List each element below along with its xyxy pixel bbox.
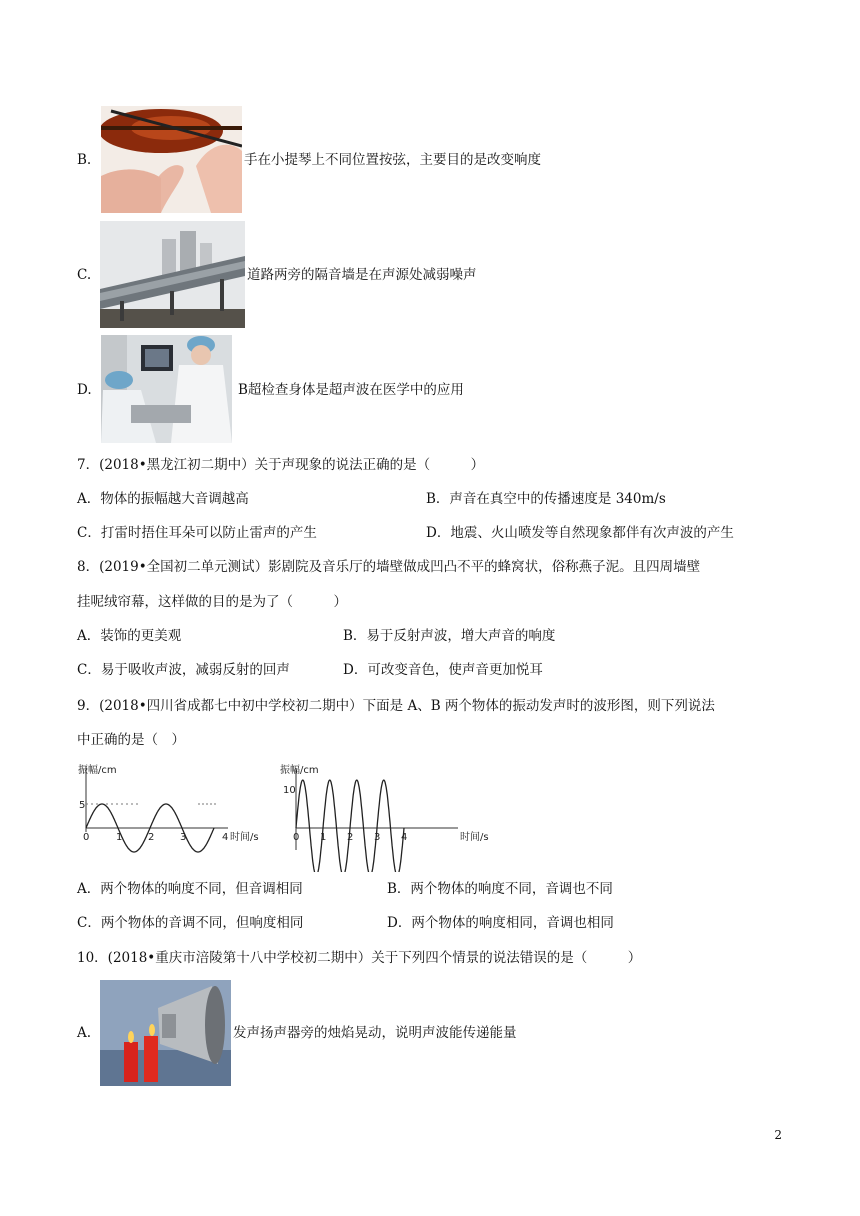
graph-a-xtick-3: 3 bbox=[180, 832, 187, 843]
q8-stem-line1: 8．(2019•全国初二单元测试）影剧院及音乐厅的墙壁做成凹凸不平的蜂窝状，俗称燕子泥。且四周墙壁 bbox=[77, 559, 701, 575]
graph-a-xtick-2: 2 bbox=[148, 832, 155, 843]
q9-stem-line2: 中正确的是（ ） bbox=[77, 732, 185, 748]
q8-option-c: C．易于吸收声波，减弱反射的回声 bbox=[77, 662, 290, 678]
q7-stem: 7．(2018•黑龙江初二期中）关于声现象的说法正确的是（ ） bbox=[77, 457, 485, 473]
q8-option-a: A．装饰的更美观 bbox=[77, 628, 182, 644]
q9-stem-line1: 9．(2018•四川省成都七中初中学校初二期中）下面是 A、B 两个物体的振动发声时的波形图，则下列说法 bbox=[77, 698, 715, 714]
q6-d-letter: D. bbox=[77, 382, 92, 398]
q10-stem: 10．(2018•重庆市涪陵第十八中学校初二期中）关于下列四个情景的说法错误的是（ ） bbox=[77, 950, 642, 966]
ultrasound-photo bbox=[101, 335, 232, 443]
q8-stem-line2: 挂呢绒帘幕，这样做的目的是为了（ ） bbox=[77, 594, 347, 610]
q6-c-letter: C. bbox=[77, 267, 92, 283]
q7-option-d: D．地震、火山喷发等自然现象都伴有次声波的产生 bbox=[426, 525, 734, 541]
violin-photo bbox=[101, 106, 242, 213]
graph-a-xlabel: 时间/s bbox=[230, 832, 259, 843]
page-number: 2 bbox=[774, 1128, 782, 1142]
q9-option-b: B．两个物体的响度不同，音调也不同 bbox=[387, 881, 613, 897]
q6-b-letter: B. bbox=[77, 152, 92, 168]
q6-d-text: B超检查身体是超声波在医学中的应用 bbox=[238, 382, 464, 398]
graph-b-xtick-4: 4 bbox=[401, 832, 408, 843]
waveform-graph-b bbox=[280, 760, 500, 872]
q7-option-c: C．打雷时捂住耳朵可以防止雷声的产生 bbox=[77, 525, 317, 541]
graph-a-xtick-4: 4 bbox=[222, 832, 229, 843]
q6-b-text: 手在小提琴上不同位置按弦，主要目的是改变响度 bbox=[244, 152, 541, 168]
graph-a-xtick-1: 1 bbox=[116, 832, 123, 843]
q8-option-b: B．易于反射声波，增大声音的响度 bbox=[343, 628, 556, 644]
graph-b-xtick-1: 1 bbox=[320, 832, 327, 843]
q6-c-text: 道路两旁的隔音墙是在声源处减弱噪声 bbox=[247, 267, 477, 283]
speaker-candle-photo bbox=[100, 980, 231, 1086]
q7-option-b: B．声音在真空中的传播速度是 340m/s bbox=[426, 491, 666, 507]
waveform-graph-a bbox=[78, 760, 270, 854]
graph-a-ytick: 5 bbox=[79, 800, 86, 811]
q9-option-c: C．两个物体的音调不同，但响度相同 bbox=[77, 915, 304, 931]
q10-a-text: 发声扬声器旁的烛焰晃动，说明声波能传递能量 bbox=[233, 1025, 517, 1041]
graph-a-xtick-0: 0 bbox=[83, 832, 90, 843]
graph-b-xtick-3: 3 bbox=[374, 832, 381, 843]
sound-barrier-photo bbox=[100, 221, 245, 328]
graph-b-ylabel: 振幅/cm bbox=[280, 765, 319, 776]
q8-option-d: D．可改变音色，使声音更加悦耳 bbox=[343, 662, 543, 678]
graph-b-xlabel: 时间/s bbox=[460, 832, 489, 843]
graph-b-xtick-0: 0 bbox=[293, 832, 300, 843]
graph-b-ytick: 10 bbox=[283, 785, 296, 796]
q9-option-d: D．两个物体的响度相同，音调也相同 bbox=[387, 915, 614, 931]
q10-a-letter: A. bbox=[77, 1025, 92, 1041]
q9-option-a: A．两个物体的响度不同，但音调相同 bbox=[77, 881, 303, 897]
q7-option-a: A．物体的振幅越大音调越高 bbox=[77, 491, 249, 507]
graph-a-ylabel: 振幅/cm bbox=[78, 765, 117, 776]
graph-b-xtick-2: 2 bbox=[347, 832, 354, 843]
